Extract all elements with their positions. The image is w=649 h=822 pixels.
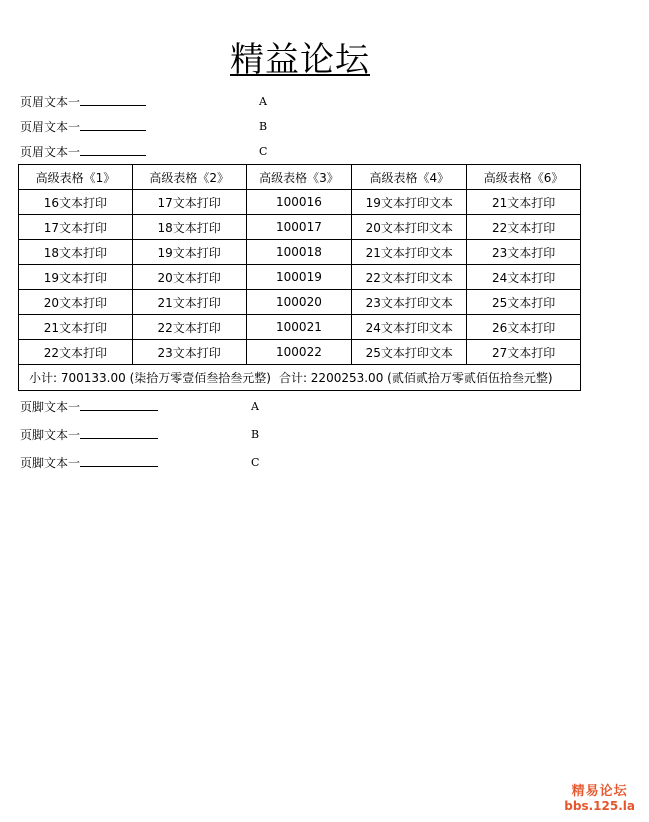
table-cell: 100022 <box>246 340 352 365</box>
header-line-1 <box>20 92 267 112</box>
table-row <box>19 190 581 215</box>
blank-underline <box>80 426 158 439</box>
footer-line-label: 页脚文本一 <box>20 428 81 442</box>
table-cell: 25文本打印 <box>467 290 581 315</box>
table-cell: 100017 <box>246 215 352 240</box>
table-cell: 100016 <box>246 190 352 215</box>
table-cell: 20文本打印 <box>132 265 246 290</box>
footer-line-1 <box>20 397 259 417</box>
table-cell: 24文本打印文本 <box>352 315 467 340</box>
table-cell: 100020 <box>246 290 352 315</box>
table-cell: 17文本打印 <box>19 215 133 240</box>
column-header: 高级表格《1》 <box>19 165 133 190</box>
table-cell: 19文本打印文本 <box>352 190 467 215</box>
table-summary-row <box>19 365 581 391</box>
table-cell: 25文本打印文本 <box>352 340 467 365</box>
table-cell: 22文本打印 <box>467 215 581 240</box>
watermark-logo <box>564 784 635 814</box>
header-line-value: B <box>259 120 268 133</box>
table-cell: 21文本打印 <box>132 290 246 315</box>
table-cell: 20文本打印文本 <box>352 215 467 240</box>
table-cell: 100019 <box>246 265 352 290</box>
watermark-line-1: 精易论坛 <box>571 784 628 799</box>
column-header: 高级表格《2》 <box>132 165 246 190</box>
blank-underline <box>80 143 146 156</box>
blank-underline <box>80 454 158 467</box>
footer-line-label: 页脚文本一 <box>20 456 81 470</box>
blank-underline <box>80 93 146 106</box>
table-cell: 21文本打印文本 <box>352 240 467 265</box>
table-cell: 21文本打印 <box>19 315 133 340</box>
footer-line-value: B <box>251 428 260 441</box>
table-cell: 26文本打印 <box>467 315 581 340</box>
header-line-label: 页眉文本一 <box>20 120 81 134</box>
table-cell: 23文本打印 <box>467 240 581 265</box>
table-row <box>19 265 581 290</box>
table-cell: 24文本打印 <box>467 265 581 290</box>
total-text: 合计: 2200253.00 (贰佰贰拾万零贰佰伍拾叁元整) <box>278 371 553 385</box>
table-cell: 100021 <box>246 315 352 340</box>
header-line-value: A <box>259 95 267 108</box>
table-cell: 22文本打印文本 <box>352 265 467 290</box>
subtotal-text: 小计: 700133.00 (柒拾万零壹佰叁拾叁元整) <box>29 371 271 385</box>
data-table <box>18 164 581 391</box>
table-cell: 23文本打印文本 <box>352 290 467 315</box>
summary-cell <box>19 365 581 391</box>
blank-underline <box>80 118 146 131</box>
column-header: 高级表格《3》 <box>246 165 352 190</box>
table-cell: 18文本打印 <box>19 240 133 265</box>
footer-line-value: C <box>251 456 260 469</box>
table-header-row <box>19 165 581 190</box>
header-line-label: 页眉文本一 <box>20 145 81 159</box>
table-cell: 19文本打印 <box>132 240 246 265</box>
table-cell: 16文本打印 <box>19 190 133 215</box>
table-row <box>19 315 581 340</box>
footer-line-2 <box>20 425 260 445</box>
header-line-label: 页眉文本一 <box>20 95 81 109</box>
document-title <box>0 40 600 80</box>
table-cell: 22文本打印 <box>132 315 246 340</box>
column-header: 高级表格《6》 <box>467 165 581 190</box>
header-line-2 <box>20 117 268 137</box>
footer-line-value: A <box>251 400 259 413</box>
table-cell: 23文本打印 <box>132 340 246 365</box>
table-row <box>19 340 581 365</box>
table-cell: 22文本打印 <box>19 340 133 365</box>
table-row <box>19 240 581 265</box>
table-cell: 21文本打印 <box>467 190 581 215</box>
header-line-value: C <box>259 145 268 158</box>
header-line-3 <box>20 142 268 162</box>
blank-underline <box>80 398 158 411</box>
table-cell: 27文本打印 <box>467 340 581 365</box>
table-row <box>19 290 581 315</box>
table-cell: 20文本打印 <box>19 290 133 315</box>
table-row <box>19 215 581 240</box>
footer-line-label: 页脚文本一 <box>20 400 81 414</box>
table-cell: 17文本打印 <box>132 190 246 215</box>
document-title-text: 精益论坛 <box>230 40 370 80</box>
table-cell: 18文本打印 <box>132 215 246 240</box>
table-cell: 100018 <box>246 240 352 265</box>
watermark-line-2: bbs.125.la <box>564 799 635 813</box>
table-cell: 19文本打印 <box>19 265 133 290</box>
footer-line-3 <box>20 453 260 473</box>
column-header: 高级表格《4》 <box>352 165 467 190</box>
